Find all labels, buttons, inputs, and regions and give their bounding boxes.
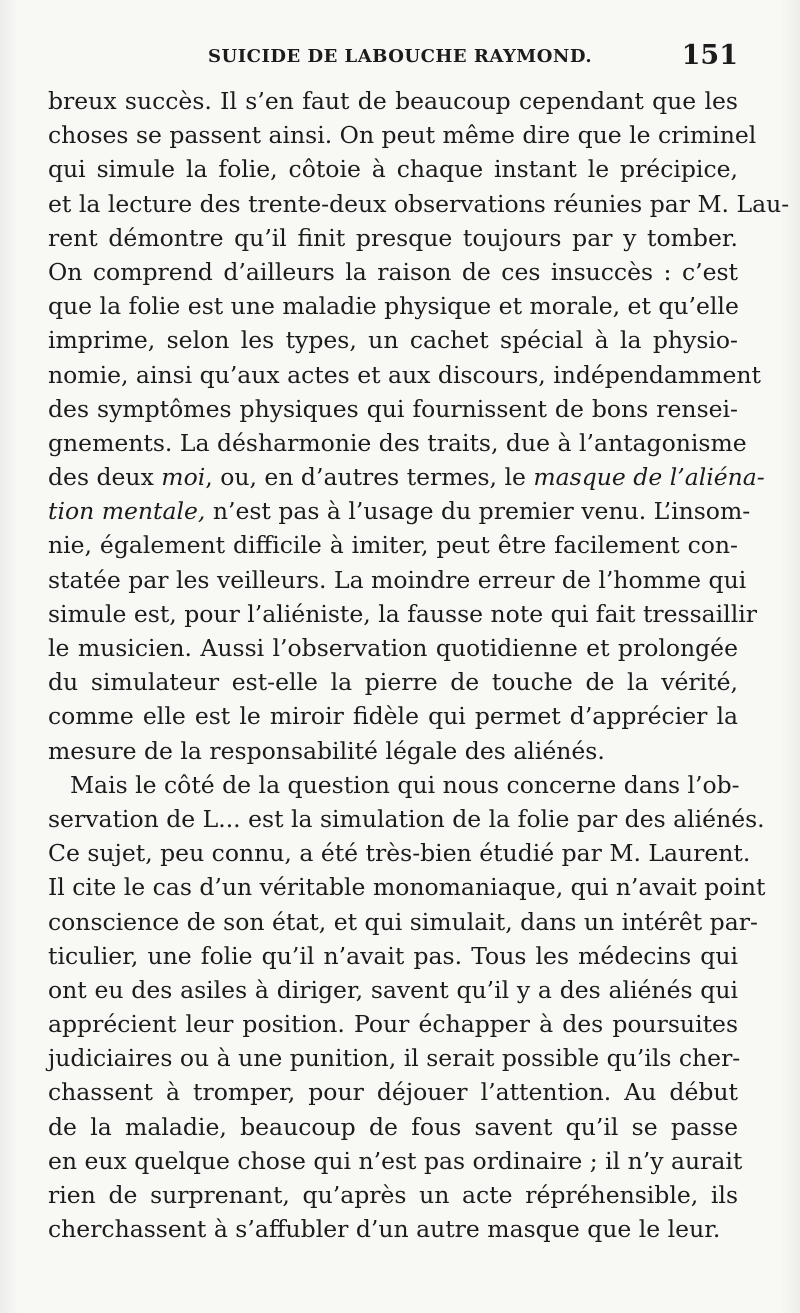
text-segment: cherchassent à s’affubler d’un autre masque que le leur.: [48, 1215, 721, 1244]
text-segment: de la maladie, beaucoup de fous savent qu’il se passe: [48, 1112, 738, 1141]
text-segment: ont eu des asiles à diriger, savent qu’il y a des aliénés qui: [48, 975, 738, 1004]
text-segment: On comprend d’ailleurs la raison de ces insuccès : c’est: [48, 257, 738, 286]
text-segment: le musicien. Aussi l’observation quotidienne et prolongée: [48, 634, 738, 662]
text-line: [48, 563, 747, 597]
text-segment: imprime, selon les types, un cachet spécial à la physio-: [48, 326, 738, 355]
text-line: [48, 255, 738, 289]
text-line: [48, 836, 751, 870]
text-line: [48, 1075, 738, 1109]
text-segment: rent démontre qu’il finit presque toujours par y tomber.: [48, 223, 738, 252]
text-segment: n’est pas à l’usage du premier venu. L’insom-: [205, 497, 751, 526]
body-text: [48, 84, 790, 1246]
text-line: [48, 699, 738, 733]
text-line: [48, 1007, 738, 1041]
text-line: [48, 1144, 743, 1178]
text-segment: gnements. La désharmonie des traits, due à l’antagonisme: [48, 428, 747, 457]
text-line: [48, 494, 751, 528]
text-segment: apprécient leur position. Pour échapper à des poursuites: [48, 1010, 738, 1039]
text-segment: simule est, pour l’aliéniste, la fausse note qui fait tressaillir: [48, 599, 757, 628]
page-number: 151: [681, 40, 738, 71]
text-line: [48, 870, 766, 904]
text-segment: des deux: [48, 463, 162, 492]
text-segment: nie, également difficile à imiter, peut être facilement con-: [48, 531, 738, 560]
text-segment: mesure de la responsabilité légale des aliénés.: [48, 736, 605, 765]
text-segment: nomie, ainsi qu’aux actes et aux discours, indépendamment: [48, 360, 761, 389]
text-segment: des symptômes physiques qui fournissent de bons rensei-: [48, 394, 738, 423]
text-segment: choses se passent ainsi. On peut même dire que le criminel: [48, 121, 757, 150]
text-segment: conscience de son état, et qui simulait, dans un intérêt par-: [48, 907, 758, 936]
text-line: [48, 734, 738, 768]
text-line: [48, 426, 747, 460]
text-segment: comme elle est le miroir fidèle qui permet d’apprécier la: [48, 702, 738, 731]
text-line: [48, 84, 738, 118]
running-head: SUICIDE DE LABOUCHE RAYMOND.: [208, 46, 593, 67]
text-line: [48, 1212, 738, 1246]
text-line: [48, 597, 757, 631]
text-segment: ticulier, une folie qu’il n’avait pas. Tous les médecins qui: [48, 941, 738, 970]
text-line: [48, 528, 738, 562]
text-segment: Il cite le cas d’un véritable monomaniaque, qui n’avait point: [48, 873, 766, 902]
text-line: [48, 221, 738, 255]
text-line: [48, 118, 757, 152]
text-segment: servation de L... est la simulation de la folie par des aliénés.: [48, 804, 765, 833]
text-segment: en eux quelque chose qui n’est pas ordinaire ; il n’y aurait: [48, 1146, 743, 1175]
text-line: [48, 665, 738, 699]
text-segment: chassent à tromper, pour déjouer l’attention. Au début: [48, 1078, 738, 1107]
text-segment: Mais le côté de la question qui nous concerne dans l’ob-: [70, 770, 740, 799]
text-line: [48, 289, 738, 323]
text-line: [48, 358, 761, 392]
text-line: [48, 768, 738, 802]
italic-text-segment: tion mentale,: [48, 497, 206, 526]
text-line: [48, 152, 738, 186]
text-segment: du simulateur est-elle la pierre de touche de la vérité,: [48, 668, 738, 697]
text-segment: Ce sujet, peu connu, a été très-bien étudié par M. Laurent.: [48, 839, 751, 868]
text-segment: judiciaires ou à une punition, il serait possible qu’ils cher-: [48, 1044, 741, 1073]
text-line: [48, 631, 738, 665]
italic-text-segment: masque de l’aliéna-: [533, 463, 765, 492]
text-segment: et la lecture des trente-deux observations réunies par M. Lau-: [48, 189, 790, 218]
text-line: [48, 1110, 738, 1144]
text-line: [48, 939, 738, 973]
text-line: [48, 905, 758, 939]
text-segment: rien de surprenant, qu’après un acte répréhensible, ils: [48, 1181, 738, 1209]
text-line: [48, 802, 765, 836]
text-segment: breux succès. Il s’en faut de beaucoup cependant que les: [48, 87, 738, 115]
text-line: [48, 187, 790, 221]
italic-text-segment: moi: [161, 463, 206, 492]
text-line: [48, 460, 765, 494]
text-line: [48, 1041, 741, 1075]
page-header: [48, 40, 738, 78]
text-line: [48, 323, 738, 357]
text-segment: , ou, en d’autres termes, le: [205, 463, 534, 492]
text-line: [48, 973, 738, 1007]
text-segment: statée par les veilleurs. La moindre erreur de l’homme qui: [48, 565, 747, 594]
text-line: [48, 392, 738, 426]
text-segment: qui simule la folie, côtoie à chaque instant le précipice,: [48, 155, 738, 184]
text-segment: que la folie est une maladie physique et morale, et qu’elle: [48, 292, 739, 321]
text-line: [48, 1178, 738, 1212]
